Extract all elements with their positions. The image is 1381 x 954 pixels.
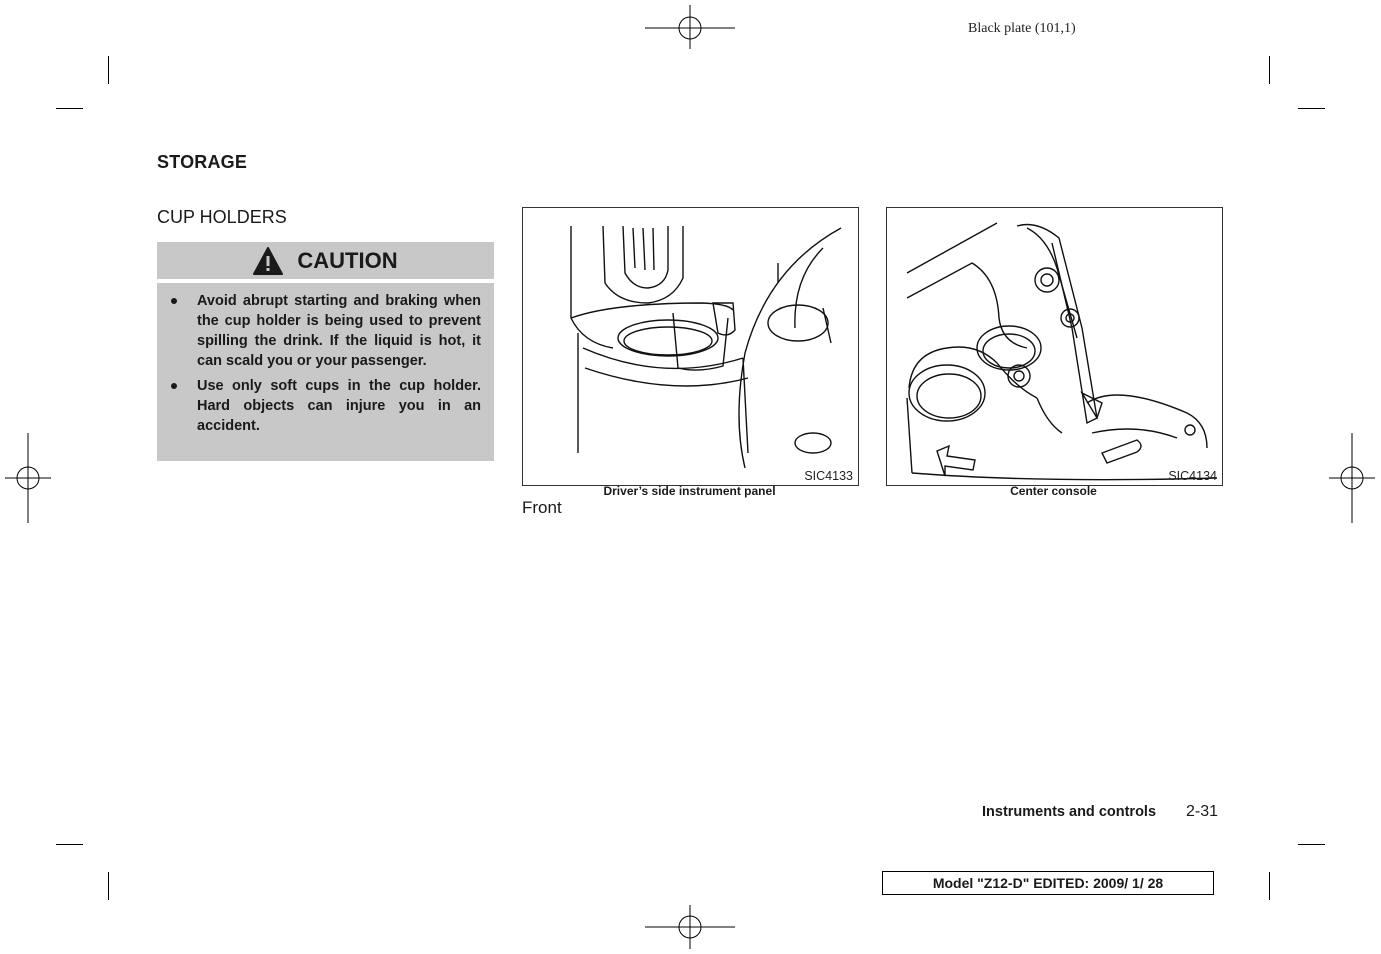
caution-label: CAUTION bbox=[297, 247, 398, 273]
caution-list bbox=[157, 283, 494, 436]
plate-label: Black plate (101,1) bbox=[968, 21, 1076, 36]
front-label: Front bbox=[522, 498, 562, 517]
bullet-icon bbox=[171, 298, 177, 304]
footer-section-name: Instruments and controls bbox=[982, 804, 1157, 820]
illustration-drivers-cup-holder bbox=[523, 208, 858, 485]
caution-item bbox=[171, 291, 481, 371]
warning-triangle-icon bbox=[253, 247, 283, 275]
figure-caption: Center console bbox=[1010, 484, 1097, 498]
page-number: 2-31 bbox=[1186, 803, 1219, 820]
registration-mark-right bbox=[1329, 433, 1375, 523]
registration-mark-top bbox=[645, 5, 735, 49]
caution-header bbox=[157, 242, 494, 279]
caution-body bbox=[157, 283, 494, 461]
figure-drivers-side-panel bbox=[522, 207, 859, 486]
figure-code: SIC4133 bbox=[804, 469, 853, 483]
section-title: STORAGE bbox=[157, 152, 248, 172]
caution-item-text: Avoid abrupt starting and braking when the cup holder is being used to prevent spilling the drink. If the liquid is hot, it can scald you or your passenger. bbox=[197, 293, 481, 369]
model-edit-box: Model "Z12-D" EDITED: 2009/ 1/ 28 bbox=[882, 871, 1214, 895]
registration-mark-left bbox=[5, 433, 51, 523]
bullet-icon bbox=[171, 383, 177, 389]
subsection-title: CUP HOLDERS bbox=[157, 207, 287, 227]
figure-center-console bbox=[886, 207, 1223, 486]
caution-item-text: Use only soft cups in the cup holder. Hard objects can injure you in an accident. bbox=[197, 378, 481, 434]
figure-caption: Driver’s side instrument panel bbox=[603, 484, 776, 498]
caution-item bbox=[171, 376, 481, 436]
figure-code: SIC4134 bbox=[1168, 469, 1217, 483]
registration-mark-bottom bbox=[645, 905, 735, 949]
illustration-center-console-cup-holder bbox=[887, 208, 1222, 485]
